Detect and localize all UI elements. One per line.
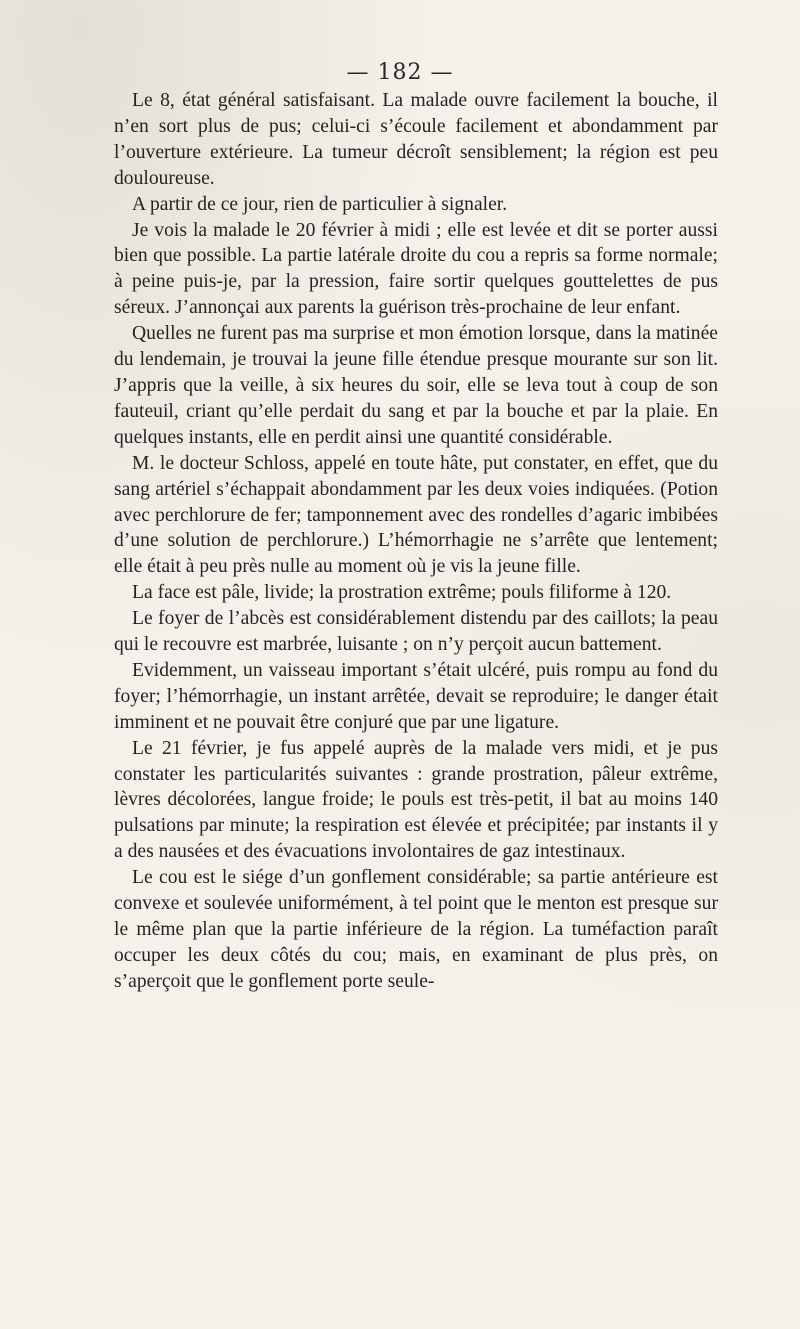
- body-text: [114, 88, 718, 995]
- paragraph-1: Le 8, état général satisfaisant. La malade ouvre facilement la bouche, il n’en sort plus de pus; celui-ci s’écoule facilement et abondamment par l’ouverture extérieure. La tumeur décroît sensiblement; la région est peu douloureuse.: [114, 90, 718, 189]
- paragraph-2: A partir de ce jour, rien de particulier à signaler.: [132, 193, 508, 215]
- paragraph-3: Je vois la malade le 20 février à midi ; elle est levée et dit se porter aussi bien que possible. La partie latérale droite du cou a repris sa forme normale; à peine puis-je, par la pression, faire sortir quelques gouttelettes de pus séreux. J’annonçai aux parents la guérison très-prochaine de leur enfant.: [114, 219, 718, 319]
- paragraph-5: M. le docteur Schloss, appelé en toute hâte, put constater, en effet, que du sang artériel s’échappait abondamment par les deux voies indiquées. (Potion avec perchlorure de fer; tamponnement avec des rondelles d’agaric imbibées d’une solution de perchlorure.) L’hémorrhagie ne s’arrête que lentement; elle était à peu près nulle au moment où je vis la jeune fille.: [114, 452, 718, 578]
- paragraph-10: Le cou est le siége d’un gonflement considérable; sa partie antérieure est convexe et soulevée uniformément, à tel point que le menton est presque sur le même plan que la partie inférieure de la région. La tuméfaction paraît occuper les deux côtés du cou; mais, en examinant de plus près, on s’aperçoit que le gonflement porte seule-: [114, 867, 718, 992]
- page-number: — 182 —: [346, 60, 454, 85]
- paragraph-4: Quelles ne furent pas ma surprise et mon émotion lorsque, dans la matinée du lendemain, je trouvai la jeune fille étendue presque mourante sur son lit. J’appris que la veille, à six heures du soir, elle se leva tout à coup de son fauteuil, criant qu’elle perdait du sang et par la bouche et par la plaie. En quelques instants, elle en perdit ainsi une quantité considérable.: [114, 323, 718, 448]
- paragraph-9: Le 21 février, je fus appelé auprès de la malade vers midi, et je pus constater les particularités suivantes : grande prostration, pâleur extrême, lèvres décolorées, langue froide; le pouls est très-petit, il bat au moins 140 pulsations par minute; la respiration est élevée et précipitée; par instants il y a des nausées et des évacuations involontaires de gaz intestinaux.: [114, 737, 718, 863]
- paragraph-6: La face est pâle, livide; la prostration extrême; pouls filiforme à 120.: [132, 582, 672, 604]
- paragraph-8: Evidemment, un vaisseau important s’était ulcéré, puis rompu au fond du foyer; l’hémorrhagie, un instant arrêtée, devait se reproduire; le danger était imminent et ne pouvait être conjuré que par une ligature.: [114, 659, 718, 733]
- paragraph-7: Le foyer de l’abcès est considérablement distendu par des caillots; la peau qui le recouvre est marbrée, luisante ; on n’y perçoit aucun battement.: [114, 608, 718, 656]
